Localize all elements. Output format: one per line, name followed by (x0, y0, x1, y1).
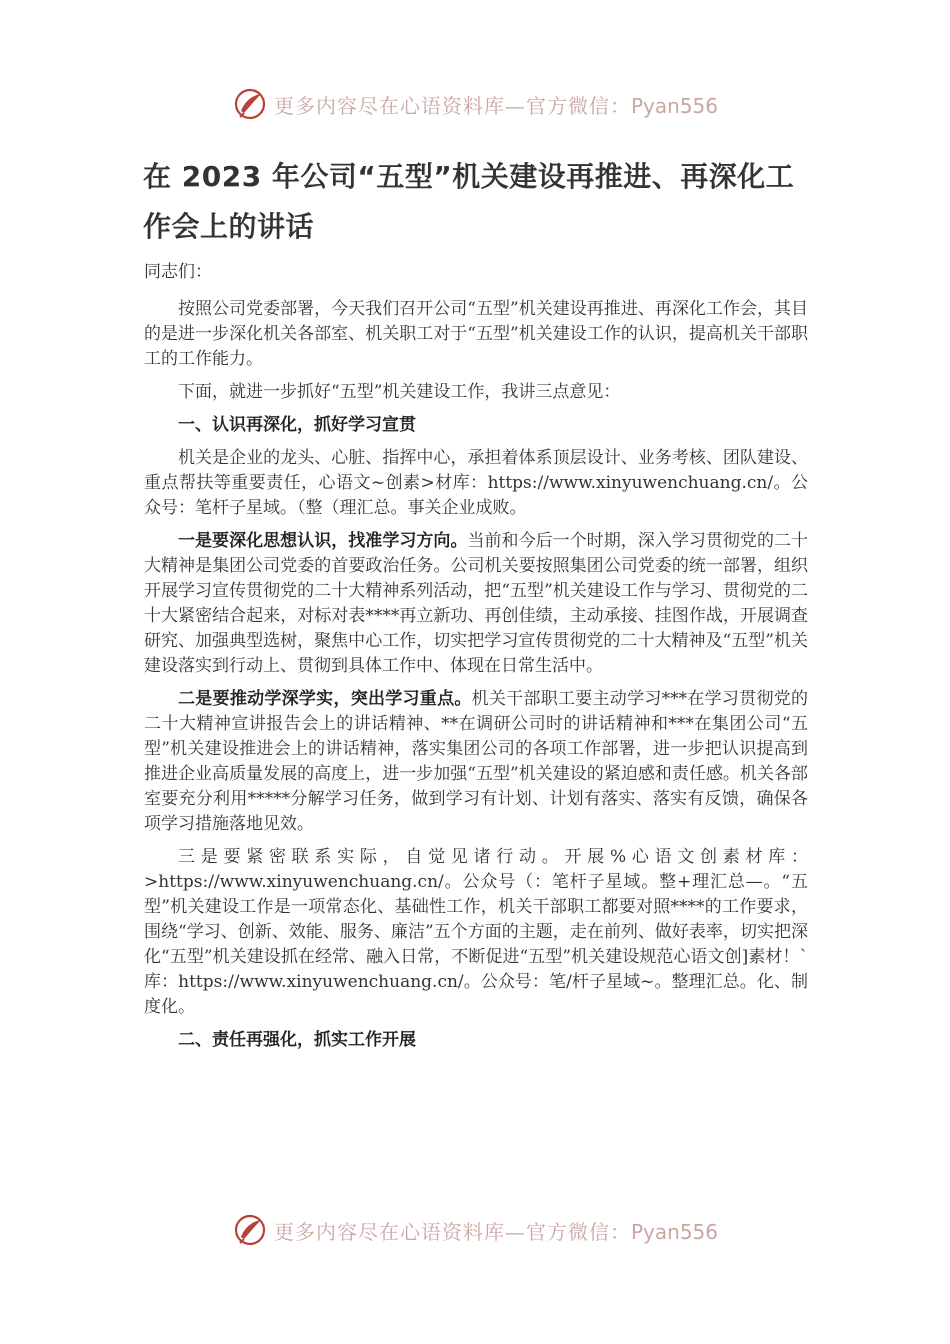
document-title: 在 2023 年公司“五型”机关建设再推进、再深化工作会上的讲话 (143, 160, 795, 243)
paragraph-role: 机关是企业的龙头、心脏、指挥中心，承担着体系顶层设计、业务考核、团队建设、重点帮扶等重要责任，心语文~创素>材库：https://www.xinyuwenchuang.cn/。公众号：笔杆子星域。（整（理汇总。事关企业成败。 (144, 448, 808, 518)
watermark-text: 更多内容尽在心语资料库—官方微信：Pyan556 (273, 93, 718, 118)
watermark-text: 更多内容尽在心语资料库—官方微信：Pyan556 (273, 1219, 718, 1244)
logo-icon (232, 1212, 268, 1248)
paragraph-outline: 下面，就进一步抓好“五型”机关建设工作，我讲三点意见： (178, 382, 621, 402)
paragraph-point-2 (144, 687, 808, 837)
paragraph-point-3: 三是要紧密联系实际，自觉见诸行动。开展%心语文创素材库：>https://www.xinyuwenchuang.cn/。公众号（：笔杆子星域。整+理汇总—。“五型”机关建设工作是一项常态化、基础性工作，机关干部职工都要对照****的工作要求，围绕“学习、创新、效能、服务、廉洁”五个方面的主题，走在前列、做好表率，切实把深化“五型”机关建设抓在经常、融入日常，不断促进“五型”机关建设规范心语文创]素材！`库：https://www.xinyuwenchuang.cn/。公众号：笔/杆子星域~。整理汇总。化、制度化。 (144, 847, 808, 1017)
section-heading-1: 一、认识再深化，抓好学习宣贯 (178, 415, 416, 435)
paragraph-intro: 按照公司党委部署，今天我们召开公司“五型”机关建设再推进、再深化工作会，其目的是进一步深化机关各部室、机关职工对于“五型”机关建设工作的认识，提高机关干部职工的工作能力。 (144, 299, 808, 369)
section-heading-2: 二、责任再强化，抓实工作开展 (178, 1030, 416, 1050)
logo-icon (232, 86, 268, 122)
greeting: 同志们： (144, 262, 212, 282)
point-2-body: 机关干部职工要主动学习***在学习贯彻党的二十大精神宣讲报告会上的讲话精神、**在调研公司时的讲话精神和***在集团公司“五型”机关建设推进会上的讲话精神，落实集团公司的各项工作部署，进一步把认识提高到推进企业高质量发展的高度上，进一步加强“五型”机关建设的紧迫感和责任感。机关各部室要充分利用*****分解学习任务，做到学习有计划、计划有落实、落实有反馈，确保各项学习措施落地见效。 (144, 689, 809, 834)
paragraph-point-1 (144, 529, 808, 679)
point-1-body: 当前和今后一个时期，深入学习贯彻党的二十大精神是集团公司党委的首要政治任务。公司机关要按照集团公司党委的统一部署，组织开展学习宣传贯彻党的二十大精神系列活动，把“五型”机关建设工作与学习、贯彻党的二十大紧密结合起来，对标对表****再立新功、再创佳绩，主动承接、挂图作战，开展调查研究、加强典型选树，聚焦中心工作，切实把学习宣传贯彻党的二十大精神及“五型”机关建设落实到行动上、贯彻到具体工作中、体现在日常生活中。 (144, 531, 809, 676)
point-1-lead: 一是要深化思想认识，找准学习方向。 (178, 531, 468, 551)
watermark-banner-top (0, 82, 950, 126)
point-2-lead: 二是要推动学深学实，突出学习重点。 (178, 689, 472, 709)
watermark-banner-bottom (0, 1208, 950, 1252)
document-body (144, 260, 808, 1061)
